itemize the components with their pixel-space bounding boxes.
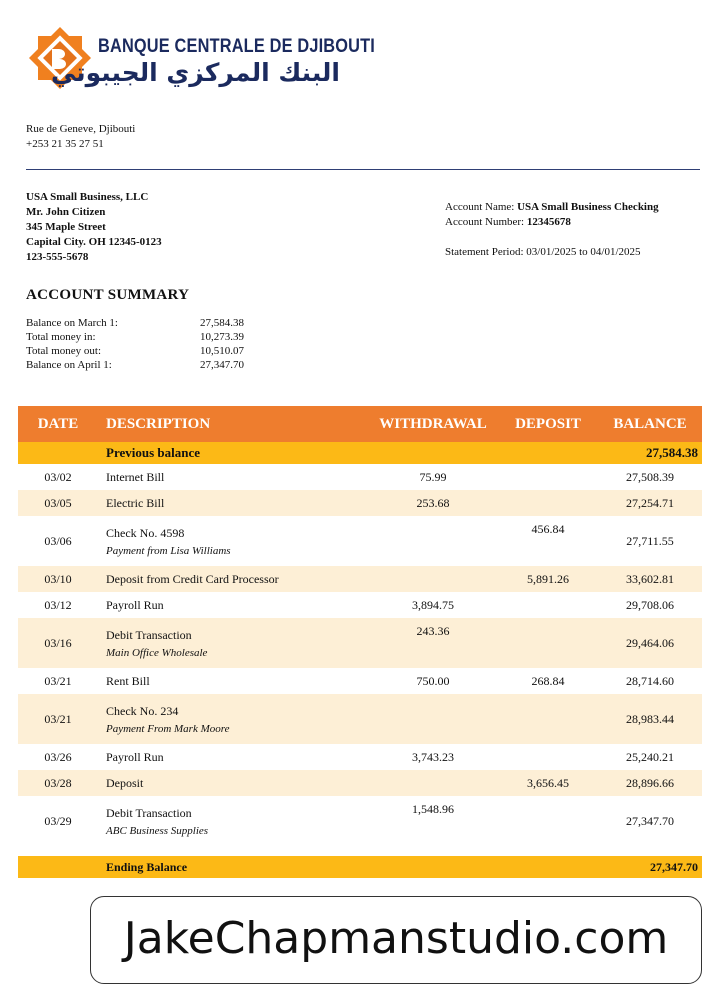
previous-balance-label: Previous balance bbox=[98, 442, 368, 464]
table-row bbox=[18, 668, 702, 694]
row-description-text: Payroll Run bbox=[106, 597, 164, 612]
row-date: 03/12 bbox=[44, 597, 72, 612]
row-deposit bbox=[498, 464, 598, 490]
account-name-label: Account Name: bbox=[445, 201, 515, 213]
customer-block bbox=[26, 190, 162, 265]
table-row bbox=[18, 592, 702, 618]
row-description-text: Check No. 234 bbox=[106, 703, 179, 718]
row-balance: 27,508.39 bbox=[626, 469, 674, 484]
row-withdrawal: 3,894.75 bbox=[412, 597, 454, 612]
table-row bbox=[18, 796, 702, 846]
header-deposit: DEPOSIT bbox=[498, 406, 598, 442]
row-description bbox=[98, 618, 368, 668]
statement-period bbox=[445, 246, 641, 258]
row-withdrawal: 1,548.96 bbox=[412, 802, 454, 816]
row-description-text: Debit Transaction bbox=[106, 627, 192, 642]
row-balance: 28,983.44 bbox=[598, 694, 702, 744]
row-description-text: Deposit from Credit Card Processor bbox=[106, 571, 279, 586]
row-deposit bbox=[498, 592, 598, 618]
table-row bbox=[18, 490, 702, 516]
row-description-text: Payroll Run bbox=[106, 749, 164, 764]
statement-period-label: Statement Period: bbox=[445, 246, 524, 258]
summary-label: Total money out: bbox=[26, 345, 101, 357]
customer-phone: 123-555-5678 bbox=[26, 251, 89, 263]
ending-balance-value: 27,347.70 bbox=[598, 856, 702, 878]
account-name: USA Small Business Checking bbox=[517, 201, 659, 213]
row-withdrawal: 253.68 bbox=[368, 490, 498, 516]
row-date: 03/06 bbox=[44, 533, 72, 548]
row-balance: 28,714.60 bbox=[626, 673, 674, 688]
table-row bbox=[18, 566, 702, 592]
row-description bbox=[98, 464, 368, 490]
bank-name-french: BANQUE CENTRALE DE DJIBOUTI bbox=[98, 36, 376, 57]
table-row bbox=[18, 694, 702, 744]
account-info bbox=[445, 200, 659, 230]
table-row bbox=[18, 464, 702, 490]
row-date: 03/21 bbox=[44, 673, 72, 688]
row-deposit: 5,891.26 bbox=[498, 566, 598, 592]
summary-value: 27,347.70 bbox=[200, 359, 244, 371]
summary-label: Balance on April 1: bbox=[26, 359, 112, 371]
bank-address: Rue de Geneve, Djibouti bbox=[26, 123, 136, 135]
summary-label: Balance on March 1: bbox=[26, 317, 118, 329]
watermark-banner: JakeChapmanstudio.com bbox=[90, 896, 702, 984]
row-description bbox=[98, 516, 368, 566]
header-withdrawal: WITHDRAWAL bbox=[368, 406, 498, 442]
row-description-text: Debit Transaction bbox=[106, 805, 192, 820]
bank-address-block bbox=[26, 122, 135, 152]
row-withdrawal bbox=[368, 566, 498, 592]
row-description-detail: ABC Business Supplies bbox=[106, 824, 209, 837]
statement-period-value: 03/01/2025 to 04/01/2025 bbox=[526, 246, 641, 258]
row-deposit: 456.84 bbox=[531, 522, 565, 536]
row-description-detail: Main Office Wholesale bbox=[106, 646, 208, 659]
row-deposit bbox=[498, 744, 598, 770]
summary-value: 27,584.38 bbox=[200, 317, 244, 329]
header-balance: BALANCE bbox=[598, 406, 702, 442]
row-description-text: Internet Bill bbox=[106, 469, 165, 484]
row-deposit: 268.84 bbox=[531, 673, 565, 688]
row-date: 03/05 bbox=[18, 490, 98, 516]
row-date: 03/29 bbox=[44, 813, 72, 828]
row-description bbox=[98, 668, 368, 694]
row-description-text: Rent Bill bbox=[106, 673, 150, 688]
table-row bbox=[18, 744, 702, 770]
row-description bbox=[98, 694, 368, 744]
row-balance: 29,464.06 bbox=[598, 618, 702, 668]
account-summary bbox=[26, 316, 244, 372]
account-summary-title: ACCOUNT SUMMARY bbox=[26, 287, 190, 303]
ending-balance-label: Ending Balance bbox=[98, 856, 368, 878]
row-balance: 27,347.70 bbox=[626, 813, 674, 828]
transactions-table bbox=[18, 406, 702, 878]
row-withdrawal: 3,743.23 bbox=[412, 749, 454, 764]
row-deposit bbox=[498, 796, 598, 846]
summary-row bbox=[26, 358, 244, 372]
summary-row bbox=[26, 344, 244, 358]
row-withdrawal: 75.99 bbox=[419, 469, 447, 484]
customer-contact: Mr. John Citizen bbox=[26, 206, 106, 218]
bank-phone: +253 21 35 27 51 bbox=[26, 138, 104, 150]
previous-balance-value: 27,584.38 bbox=[598, 442, 702, 464]
row-description-text: Check No. 4598 bbox=[106, 525, 185, 540]
customer-company: USA Small Business, LLC bbox=[26, 191, 149, 203]
row-deposit: 3,656.45 bbox=[498, 770, 598, 796]
summary-value: 10,273.39 bbox=[200, 331, 244, 343]
row-balance: 29,708.06 bbox=[626, 597, 674, 612]
row-deposit bbox=[498, 490, 598, 516]
table-row bbox=[18, 516, 702, 566]
previous-balance-row bbox=[18, 442, 702, 464]
row-date: 03/28 bbox=[18, 770, 98, 796]
row-withdrawal bbox=[368, 694, 498, 744]
row-description bbox=[98, 592, 368, 618]
row-description bbox=[98, 566, 368, 592]
row-date: 03/26 bbox=[44, 749, 72, 764]
header-description: DESCRIPTION bbox=[98, 406, 368, 442]
table-header-row bbox=[18, 406, 702, 442]
row-description bbox=[98, 770, 368, 796]
row-date: 03/02 bbox=[44, 469, 72, 484]
row-balance: 33,602.81 bbox=[598, 566, 702, 592]
row-balance: 27,711.55 bbox=[626, 533, 674, 548]
row-deposit bbox=[498, 694, 598, 744]
bank-name-arabic: البنك المركزي الجيبوتي bbox=[50, 58, 340, 87]
row-balance: 28,896.66 bbox=[598, 770, 702, 796]
summary-label: Total money in: bbox=[26, 331, 96, 343]
customer-city: Capital City. OH 12345-0123 bbox=[26, 236, 162, 248]
row-description-text: Deposit bbox=[106, 775, 144, 790]
row-balance: 25,240.21 bbox=[626, 749, 674, 764]
row-description bbox=[98, 490, 368, 516]
row-description-text: Electric Bill bbox=[106, 495, 165, 510]
row-date: 03/16 bbox=[18, 618, 98, 668]
customer-street: 345 Maple Street bbox=[26, 221, 106, 233]
row-withdrawal bbox=[368, 770, 498, 796]
ending-balance-row bbox=[18, 856, 702, 878]
row-withdrawal: 243.36 bbox=[368, 618, 498, 668]
row-description bbox=[98, 796, 368, 846]
account-number: 12345678 bbox=[526, 216, 571, 228]
account-number-label: Account Number: bbox=[445, 216, 525, 228]
header-divider bbox=[26, 169, 700, 170]
row-withdrawal: 750.00 bbox=[416, 673, 450, 688]
row-date: 03/21 bbox=[18, 694, 98, 744]
row-deposit bbox=[498, 618, 598, 668]
row-withdrawal bbox=[368, 516, 498, 566]
header-date: DATE bbox=[18, 406, 98, 442]
summary-value: 10,510.07 bbox=[200, 345, 244, 357]
summary-row bbox=[26, 330, 244, 344]
table-row bbox=[18, 770, 702, 796]
table-row bbox=[18, 618, 702, 668]
row-description-detail: Payment From Mark Moore bbox=[106, 722, 230, 735]
row-description-detail: Payment from Lisa Williams bbox=[106, 544, 231, 557]
row-description bbox=[98, 744, 368, 770]
row-date: 03/10 bbox=[18, 566, 98, 592]
row-balance: 27,254.71 bbox=[598, 490, 702, 516]
summary-row bbox=[26, 316, 244, 330]
